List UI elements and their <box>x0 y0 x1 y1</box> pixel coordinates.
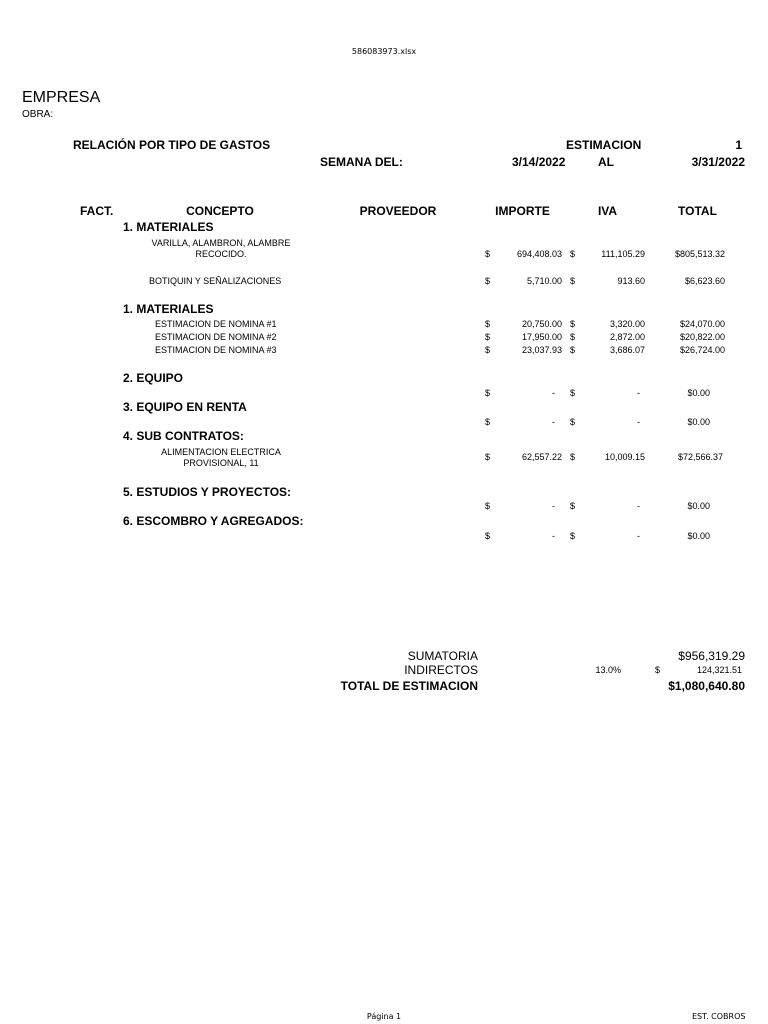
currency-symbol: $ <box>485 452 491 462</box>
currency-symbol: $ <box>485 388 491 398</box>
estimacion-number: 1 <box>735 138 742 152</box>
indirectos-value: 124,321.51 <box>696 665 742 675</box>
sheet-name: EST. COBROS <box>692 1012 746 1021</box>
al-label: AL <box>598 155 614 169</box>
row-iva: 3,686.07 <box>609 345 645 355</box>
currency-symbol: $ <box>570 345 576 355</box>
indirectos-label: INDIRECTOS <box>404 663 478 677</box>
row-importe: - <box>552 501 555 511</box>
col-concepto: CONCEPTO <box>186 204 254 218</box>
currency-symbol: $ <box>570 319 576 329</box>
date-from: 3/14/2022 <box>512 155 566 169</box>
section-subcontratos: 4. SUB CONTRATOS: <box>123 429 244 443</box>
currency-symbol: $ <box>655 665 661 675</box>
row-total: $0.00 <box>687 417 710 427</box>
currency-symbol: $ <box>570 388 576 398</box>
currency-symbol: $ <box>485 501 491 511</box>
row-total: $0.00 <box>687 501 710 511</box>
col-total: TOTAL <box>678 204 717 218</box>
row-iva: 2,872.00 <box>609 332 645 342</box>
col-proveedor: PROVEEDOR <box>359 204 437 218</box>
row-total: $0.00 <box>687 388 710 398</box>
row-importe: - <box>552 388 555 398</box>
section-escombro: 6. ESCOMBRO Y AGREGADOS: <box>123 514 304 528</box>
currency-symbol: $ <box>485 345 491 355</box>
row-concepto: ESTIMACION DE NOMINA #2 <box>155 332 277 342</box>
estimacion-label: ESTIMACION <box>566 138 642 152</box>
obra-label: OBRA: <box>22 109 54 120</box>
row-importe: - <box>552 417 555 427</box>
section-materiales: 1. MATERIALES <box>123 220 214 234</box>
currency-symbol: $ <box>570 276 576 286</box>
row-iva: 3,320.00 <box>609 319 645 329</box>
row-importe: 62,557.22 <box>521 452 562 462</box>
company-name: EMPRESA <box>22 89 101 106</box>
section-equipo: 2. EQUIPO <box>123 371 184 385</box>
semana-label: SEMANA DEL: <box>320 155 403 169</box>
currency-symbol: $ <box>570 417 576 427</box>
currency-symbol: $ <box>570 531 576 541</box>
col-iva: IVA <box>597 204 618 218</box>
row-total: $805,513.32 <box>674 249 725 259</box>
sumatoria-value: $956,319.29 <box>678 649 745 663</box>
row-concepto: ESTIMACION DE NOMINA #3 <box>155 345 277 355</box>
col-fact: FACT. <box>80 204 114 218</box>
row-total: $72,566.37 <box>677 452 723 462</box>
row-importe: 20,750.00 <box>521 319 562 329</box>
row-total: $26,724.00 <box>679 345 725 355</box>
currency-symbol: $ <box>485 276 491 286</box>
currency-symbol: $ <box>570 452 576 462</box>
col-importe: IMPORTE <box>495 204 550 218</box>
file-name: 586083973.xlsx <box>351 47 417 56</box>
row-iva: - <box>637 531 640 541</box>
currency-symbol: $ <box>485 319 491 329</box>
row-concepto: VARILLA, ALAMBRON, ALAMBRE <box>151 238 291 248</box>
row-importe: - <box>552 531 555 541</box>
currency-symbol: $ <box>485 417 491 427</box>
currency-symbol: $ <box>485 249 491 259</box>
row-concepto: ALIMENTACION ELECTRICA <box>161 447 281 457</box>
row-importe: 5,710.00 <box>526 276 562 286</box>
sumatoria-label: SUMATORIA <box>407 649 478 663</box>
row-iva: 111,105.29 <box>601 249 645 259</box>
page-number: Página 1 <box>366 1012 402 1021</box>
row-concepto: ESTIMACION DE NOMINA #1 <box>155 319 277 329</box>
row-importe: 23,037.93 <box>521 345 562 355</box>
row-total: $0.00 <box>687 531 710 541</box>
row-concepto: RECOCIDO. <box>195 249 247 259</box>
currency-symbol: $ <box>485 332 491 342</box>
currency-symbol: $ <box>570 249 576 259</box>
row-concepto: PROVISIONAL, 11 <box>183 458 259 468</box>
currency-symbol: $ <box>570 332 576 342</box>
row-total: $20,822.00 <box>679 332 725 342</box>
indirectos-percent: 13.0% <box>595 665 621 675</box>
total-estimacion-value: $1,080,640.80 <box>668 679 745 693</box>
row-iva: - <box>637 501 640 511</box>
row-importe: 17,950.00 <box>521 332 562 342</box>
report-title: RELACIÓN POR TIPO DE GASTOS <box>73 138 271 152</box>
row-iva: - <box>637 417 640 427</box>
row-total: $24,070.00 <box>679 319 725 329</box>
row-importe: 694,408.03 <box>516 249 562 259</box>
row-concepto: BOTIQUIN Y SEÑALIZACIONES <box>149 276 282 286</box>
row-iva: - <box>637 388 640 398</box>
section-estudios: 5. ESTUDIOS Y PROYECTOS: <box>123 485 292 499</box>
currency-symbol: $ <box>570 501 576 511</box>
section-equipo-renta: 3. EQUIPO EN RENTA <box>123 400 247 414</box>
currency-symbol: $ <box>485 531 491 541</box>
section-materiales: 1. MATERIALES <box>123 302 214 316</box>
row-iva: 10,009.15 <box>604 452 645 462</box>
row-total: $6,623.60 <box>684 276 725 286</box>
total-estimacion-label: TOTAL DE ESTIMACION <box>340 679 478 693</box>
row-iva: 913.60 <box>617 276 645 286</box>
date-to: 3/31/2022 <box>691 155 745 169</box>
